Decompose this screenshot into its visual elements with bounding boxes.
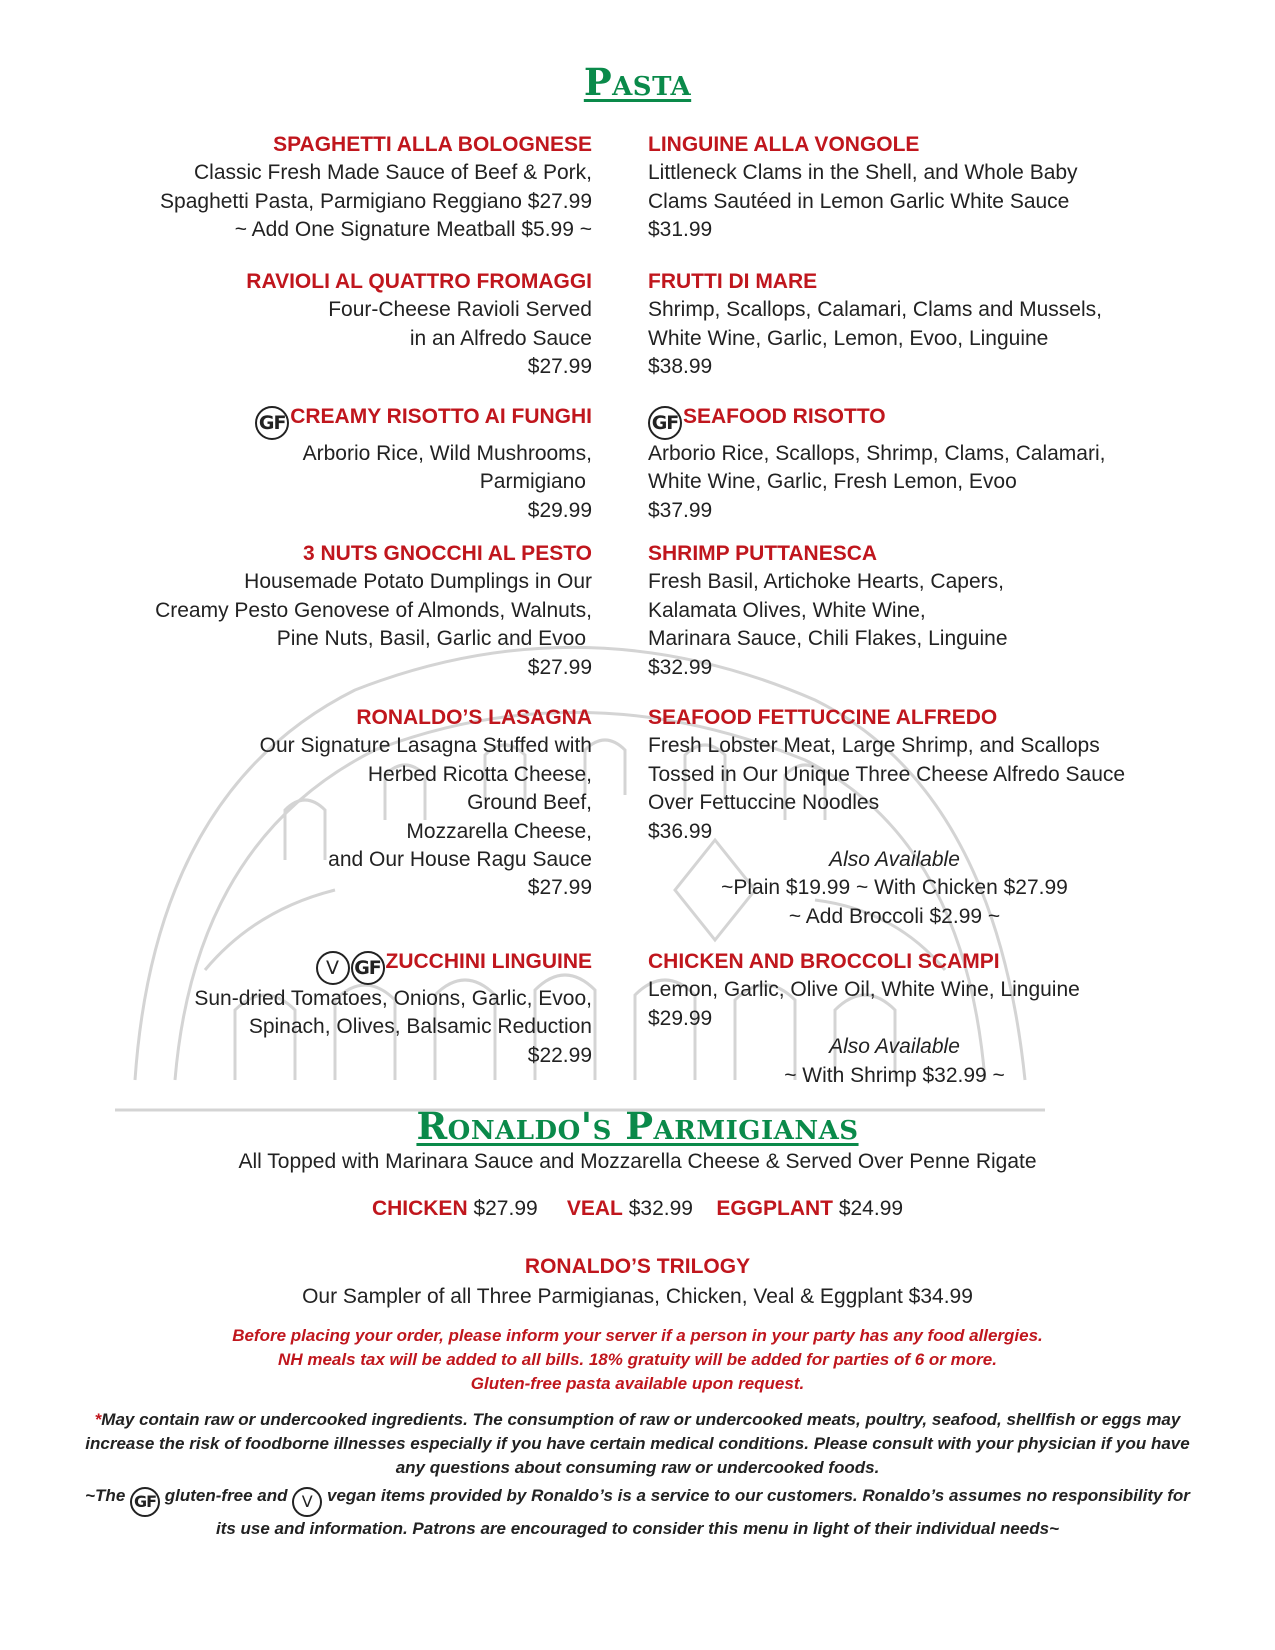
dish-addon: ~ Add One Signature Meatball $5.99 ~ <box>234 218 592 242</box>
raw-food-warning-text: May contain raw or undercooked ingredients. The consumption of raw or undercooked meats, poultry, seafood, shellfish or eggs may increase the risk of foodborne illnesses especially if you have certain medical conditions. Please consult with your physician if you have any questions about consuming raw or undercooked foods. <box>85 1410 1190 1477</box>
gluten-free-icon: GF <box>255 406 289 440</box>
menu-item <box>72 403 592 525</box>
dish-description: Littleneck Clams in the Shell, and Whole Baby <box>648 161 1078 185</box>
also-available-label: Also Available <box>829 1035 960 1059</box>
dish-name: ZUCCHINI LINGUINE <box>385 950 592 973</box>
dish-description: Ground Beef, <box>467 791 592 815</box>
also-available-option: ~Plain $19.99 ~ With Chicken $27.99 <box>721 876 1068 900</box>
gluten-free-icon: GF <box>130 1487 160 1517</box>
dish-description: Clams Sautéed in Lemon Garlic White Sauce <box>648 189 1070 213</box>
parm-item-name: VEAL <box>566 1197 623 1220</box>
dish-description: Kalamata Olives, White Wine, <box>648 598 926 622</box>
dish-description: Parmigiano <box>479 470 586 494</box>
menu-item <box>648 540 1208 682</box>
gluten-free-pasta-note: Gluten-free pasta available upon request. <box>470 1374 805 1393</box>
disclaimer-text: gluten-free and <box>164 1486 288 1505</box>
asterisk: * <box>94 1410 102 1429</box>
dish-description: Our Signature Lasagna Stuffed with <box>259 734 592 758</box>
dietary-disclaimer <box>80 1484 1195 1541</box>
dish-description: Fresh Basil, Artichoke Hearts, Capers, <box>648 570 1004 594</box>
dish-price: $37.99 <box>648 498 713 522</box>
dish-description: Shrimp, Scallops, Calamari, Clams and Mussels, <box>648 298 1102 322</box>
parm-item-name: EGGPLANT <box>716 1197 833 1220</box>
dish-name: RONALDO’S LASAGNA <box>356 706 592 729</box>
dish-description: Housemade Potato Dumplings in Our <box>244 570 592 594</box>
dish-price: $22.99 <box>527 1043 592 1067</box>
dish-description: Spaghetti Pasta, Parmigiano Reggiano $27.99 <box>160 189 592 213</box>
dish-price: $31.99 <box>648 218 713 242</box>
dish-description: Four-Cheese Ravioli Served <box>328 298 592 322</box>
menu-item <box>72 268 592 382</box>
parm-item-price: $27.99 <box>473 1197 538 1220</box>
dish-description: Tossed in Our Unique Three Cheese Alfredo Sauce <box>648 762 1126 786</box>
dish-description: and Our House Ragu Sauce <box>328 848 592 872</box>
vegan-icon: V <box>316 951 350 985</box>
dish-price: $27.99 <box>527 876 592 900</box>
dish-name: SEAFOOD RISOTTO <box>683 405 886 428</box>
dish-description: Herbed Ricotta Cheese, <box>367 762 592 786</box>
menu-item <box>648 403 1208 525</box>
parmigiana-price-row <box>0 1197 1275 1221</box>
dish-name: FRUTTI DI MARE <box>648 270 818 293</box>
parm-item <box>567 1197 693 1220</box>
parm-item-name: CHICKEN <box>371 1197 468 1220</box>
parmigianas-section-title: Ronaldo's Parmigianas <box>416 1104 859 1148</box>
dish-name-row <box>648 403 1208 440</box>
menu-item <box>648 704 1208 931</box>
dish-name-row <box>72 948 592 985</box>
menu-item <box>72 704 592 903</box>
dish-price: $29.99 <box>527 498 592 522</box>
menu-item <box>648 131 1208 245</box>
dish-name: SPAGHETTI ALLA BOLOGNESE <box>273 133 592 156</box>
dish-price: $27.99 <box>527 655 592 679</box>
pasta-section-title: Pasta <box>583 60 692 104</box>
dish-name-row <box>72 403 592 440</box>
parm-item <box>716 1197 903 1220</box>
dish-description: Classic Fresh Made Sauce of Beef & Pork, <box>193 161 592 185</box>
trilogy-description: Our Sampler of all Three Parmigianas, Chicken, Veal & Eggplant $34.99 <box>302 1285 973 1308</box>
gluten-free-icon: GF <box>648 406 682 440</box>
parmigianas-subtitle: All Topped with Marinara Sauce and Mozzarella Cheese & Served Over Penne Rigate <box>238 1150 1037 1173</box>
dish-name: RAVIOLI AL QUATTRO FROMAGGI <box>246 270 592 293</box>
dish-description: Marinara Sauce, Chili Flakes, Linguine <box>648 627 1008 651</box>
dish-price: $36.99 <box>648 819 713 843</box>
dish-name: LINGUINE ALLA VONGOLE <box>648 133 920 156</box>
dish-price: $27.99 <box>527 355 592 379</box>
trilogy-title: RONALDO’S TRILOGY <box>524 1255 751 1278</box>
dish-description: Mozzarella Cheese, <box>406 819 592 843</box>
also-available-option: ~ Add Broccoli $2.99 ~ <box>788 904 1001 928</box>
dish-description: Arborio Rice, Wild Mushrooms, <box>302 442 592 465</box>
dish-description: in an Alfredo Sauce <box>409 326 592 350</box>
dish-description: Spinach, Olives, Balsamic Reduction <box>248 1015 592 1039</box>
gluten-free-icon: GF <box>351 951 385 985</box>
dish-description: White Wine, Garlic, Fresh Lemon, Evoo <box>648 470 1017 494</box>
dish-name: SHRIMP PUTTANESCA <box>648 542 878 565</box>
parm-item-price: $32.99 <box>628 1197 693 1220</box>
parm-item <box>372 1197 538 1220</box>
disclaimer-text: vegan items provided by Ronaldo’s is a service to our customers. Ronaldo’s assumes no responsibility for its use and information. Patrons are encouraged to consider this menu in light of their individual needs~ <box>215 1486 1190 1538</box>
vegan-icon: V <box>292 1487 322 1517</box>
dish-name: 3 NUTS GNOCCHI AL PESTO <box>303 542 592 565</box>
raw-food-warning <box>80 1408 1195 1480</box>
tax-note: NH meals tax will be added to all bills. 18% gratuity will be added for parties of 6 or more. <box>278 1350 997 1369</box>
dish-description: Creamy Pesto Genovese of Almonds, Walnuts, <box>155 598 592 622</box>
dish-name: CHICKEN AND BROCCOLI SCAMPI <box>648 950 1000 973</box>
dish-name: SEAFOOD FETTUCCINE ALFREDO <box>648 706 998 729</box>
dish-price: $29.99 <box>648 1006 713 1030</box>
dish-description: Sun-dried Tomatoes, Onions, Garlic, Evoo, <box>194 987 592 1010</box>
dish-name: CREAMY RISOTTO AI FUNGHI <box>290 405 592 428</box>
dish-description: White Wine, Garlic, Lemon, Evoo, Linguine <box>648 326 1049 350</box>
dish-price: $38.99 <box>648 355 713 379</box>
dish-description: Over Fettuccine Noodles <box>648 791 880 815</box>
also-available-label: Also Available <box>829 848 960 872</box>
menu-item <box>72 948 592 1070</box>
dish-description: Lemon, Garlic, Olive Oil, White Wine, Linguine <box>648 978 1080 1002</box>
allergy-note: Before placing your order, please inform your server if a person in your party has any food allergies. <box>232 1326 1043 1345</box>
parm-item-price: $24.99 <box>838 1197 904 1220</box>
menu-item <box>648 268 1208 382</box>
dish-description: Fresh Lobster Meat, Large Shrimp, and Scallops <box>648 734 1100 758</box>
menu-item <box>72 131 592 245</box>
dish-price: $32.99 <box>648 655 713 679</box>
also-available-option: ~ With Shrimp $32.99 ~ <box>784 1063 1005 1087</box>
disclaimer-text: ~The <box>85 1486 126 1505</box>
dish-description: Pine Nuts, Basil, Garlic and Evoo <box>276 627 586 651</box>
menu-item <box>72 540 592 682</box>
dish-description: Arborio Rice, Scallops, Shrimp, Clams, Calamari, <box>648 442 1106 465</box>
menu-item <box>648 948 1208 1090</box>
